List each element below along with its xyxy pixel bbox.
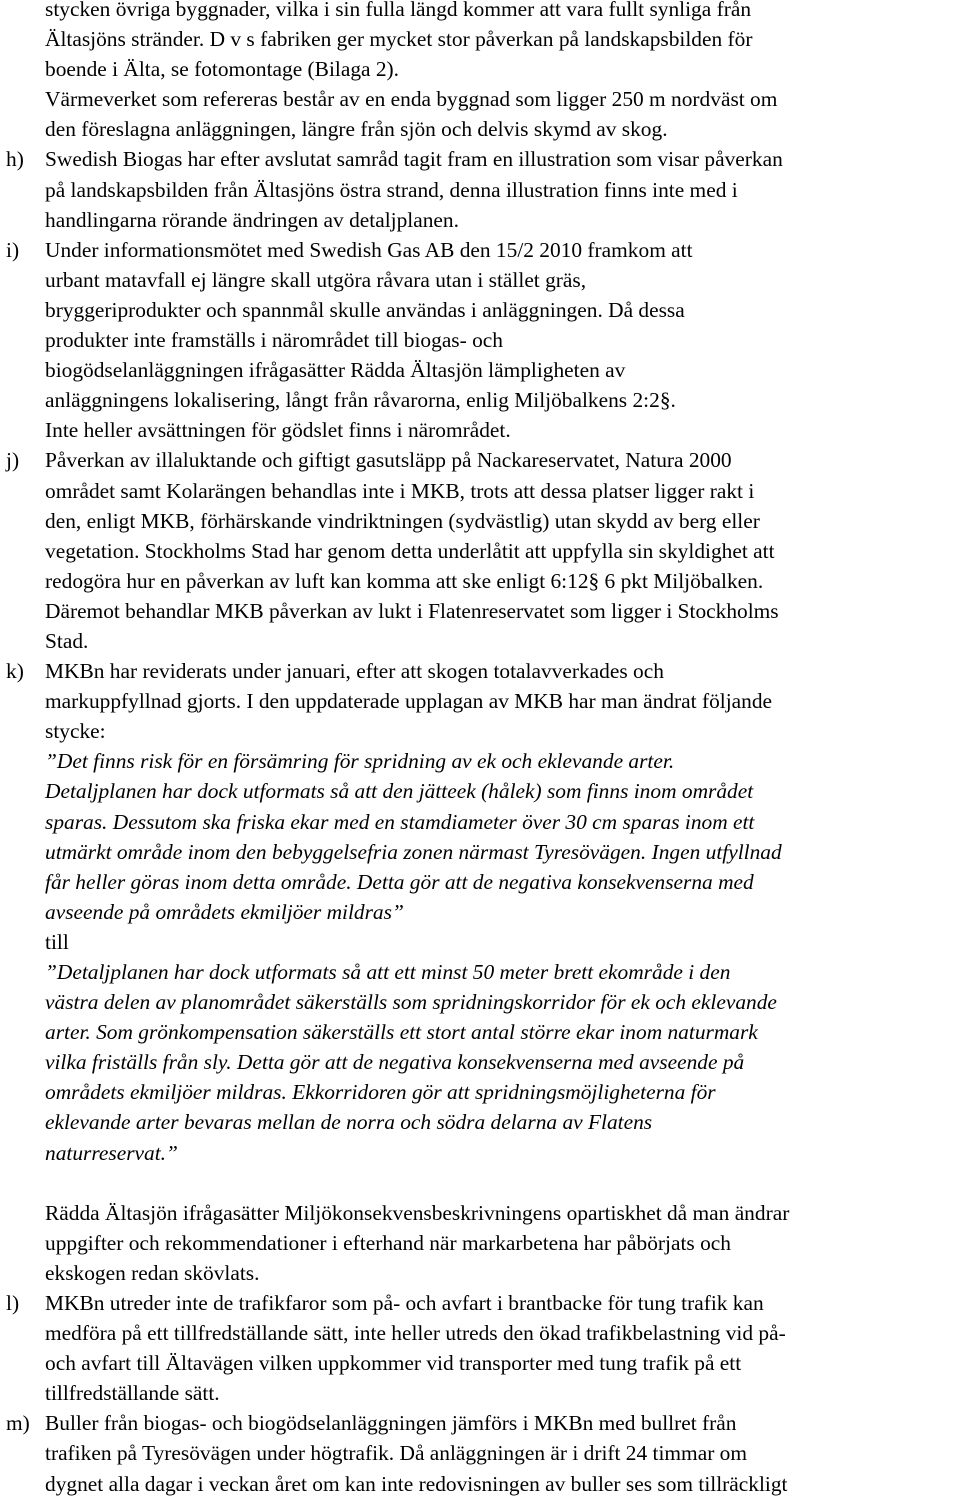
- quote-line: ”Detaljplanen har dock utformats så att ett minst 50 meter brett ekområde i den: [45, 960, 731, 984]
- quote-line: sparas. Dessutom ska friska ekar med en stamdiameter över 30 cm sparas inom ett: [45, 809, 755, 834]
- quote-line: avseende på områdets ekmiljöer mildras”: [45, 899, 404, 924]
- text-line: Däremot behandlar MKB påverkan av lukt i Flatenreservatet som ligger i Stockholms: [45, 598, 779, 623]
- text-line: Buller från biogas- och biogödselanläggningen jämförs i MKBn med bullret från: [45, 1411, 737, 1436]
- paragraph-spacer: [45, 1168, 960, 1198]
- text-line: den föreslagna anläggningen, längre från sjön och delvis skymd av skog.: [45, 117, 668, 142]
- text-line: anläggningens lokalisering, långt från råvarorna, enlig Miljöbalkens 2:2§.: [45, 388, 676, 413]
- text-line: markuppfyllnad gjorts. I den uppdaterade upplagan av MKB har man ändrat följande: [45, 689, 773, 714]
- text-line: redogöra hur en påverkan av luft kan komma att ske enligt 6:12§ 6 pkt Miljöbalken.: [45, 568, 764, 593]
- text-line: Påverkan av illaluktande och giftigt gasutsläpp på Nackareservatet, Natura 2000: [45, 448, 732, 473]
- text-line: Rädda Ältasjön ifrågasätter Miljökonsekvensbeskrivningens opartiskhet då man ändrar: [45, 1200, 790, 1225]
- text-line: tillfredställande sätt.: [45, 1381, 220, 1406]
- text-line: stycken övriga byggnader, vilka i sin fulla längd kommer att vara fullt synliga från: [45, 0, 752, 21]
- text-line: stycke:: [45, 719, 106, 744]
- list-item-l: [0, 1288, 960, 1408]
- text-line: urbant matavfall ej längre skall utgöra råvara utan i stället gräs,: [45, 267, 587, 292]
- list-item-j: [0, 445, 960, 656]
- text-line: trafiken på Tyresövägen under högtrafik. Då anläggningen är i drift 24 timmar om: [45, 1441, 747, 1466]
- text-line: Inte heller avsättningen för gödslet finns i närområdet.: [45, 418, 511, 443]
- list-marker: h): [6, 147, 24, 172]
- list-marker: j): [6, 448, 20, 473]
- text-line: Ältasjöns stränder. D v s fabriken ger mycket stor påverkan på landskapsbilden för: [45, 27, 753, 52]
- continuation-paragraph: [0, 0, 960, 144]
- quote-line: naturreservat.”: [45, 1140, 178, 1165]
- text-line: på landskapsbilden från Ältasjöns östra strand, denna illustration finns inte med i: [45, 177, 738, 202]
- quote-new: [45, 957, 960, 1168]
- list-item-k: [0, 656, 960, 1288]
- text-line: Stad.: [45, 628, 89, 653]
- text-line: ekskogen redan skövlats.: [45, 1260, 260, 1285]
- quote-line: ”Det finns risk för en försämring för spridning av ek och eklevande arter.: [45, 749, 675, 774]
- text-line: bryggeriprodukter och spannmål skulle användas i anläggningen. Då dessa: [45, 297, 685, 322]
- text-line: Värmeverket som refereras består av en enda byggnad som ligger 250 m nordväst om: [45, 87, 778, 112]
- quote-line: utmärkt område inom den bebyggelsefria zonen närmast Tyresövägen. Ingen utfyllnad: [45, 839, 782, 864]
- text-line: vegetation. Stockholms Stad har genom detta underlåtit att uppfylla sin skyldighet att: [45, 538, 775, 563]
- list-item-i: [0, 235, 960, 446]
- quote-line: Detaljplanen har dock utformats så att den jätteek (hålek) som finns inom området: [45, 779, 754, 804]
- text-line: MKBn utreder inte de trafikfaror som på- och avfart i brantbacke för tung trafik kan: [45, 1290, 764, 1315]
- text-line: produkter inte framställs i närområdet till biogas- och: [45, 328, 503, 353]
- list-marker: m): [6, 1411, 30, 1436]
- text-line: området samt Kolarängen behandlas inte i MKB, trots att dessa platser ligger rakt i: [45, 478, 755, 503]
- list-item-m: [0, 1408, 960, 1498]
- text-line: biogödselanläggningen ifrågasätter Rädda Ältasjön lämpligheten av: [45, 358, 626, 383]
- list-marker: k): [6, 659, 24, 684]
- connector-word: till: [45, 929, 69, 954]
- quote-old: [45, 746, 960, 927]
- quote-line: eklevande arter bevaras mellan de norra och södra delarna av Flatens: [45, 1110, 653, 1135]
- list-marker: l): [6, 1290, 20, 1315]
- quote-line: får heller göras inom detta område. Detta gör att de negativa konsekvenserna med: [45, 869, 754, 894]
- text-line: medföra på ett tillfredställande sätt, inte heller utreds den ökad trafikbelastning vid på-: [45, 1321, 786, 1346]
- quote-line: områdets ekmiljöer mildras. Ekkorridoren gör att spridningsmöjligheterna för: [45, 1080, 716, 1105]
- text-line: handlingarna rörande ändringen av detaljplanen.: [45, 207, 459, 232]
- text-line: uppgifter och rekommendationer i efterhand när markarbetena har påbörjats och: [45, 1230, 731, 1255]
- quote-line: vilka friställs från sly. Detta gör att de negativa konsekvenserna med avseende på: [45, 1050, 745, 1075]
- text-line: MKBn har reviderats under januari, efter att skogen totalavverkades och: [45, 659, 664, 684]
- text-line: dygnet alla dagar i veckan året om kan inte redovisningen av buller ses som tillräckligt: [45, 1471, 788, 1496]
- list-item-h: [0, 144, 960, 234]
- text-line: boende i Älta, se fotomontage (Bilaga 2).: [45, 57, 400, 82]
- text-line: och avfart till Ältavägen vilken uppkommer vid transporter med tung trafik på ett: [45, 1351, 742, 1376]
- quote-line: västra delen av planområdet säkerställs som spridningskorridor för ek och eklevande: [45, 990, 777, 1015]
- text-line: Swedish Biogas har efter avslutat samråd tagit fram en illustration som visar påverkan: [45, 147, 783, 172]
- text-line: den, enligt MKB, förhärskande vindriktningen (sydvästlig) utan skydd av berg eller: [45, 508, 760, 533]
- text-line: Under informationsmötet med Swedish Gas AB den 15/2 2010 framkom att: [45, 237, 693, 262]
- list-marker: i): [6, 237, 20, 262]
- quote-line: arter. Som grönkompensation säkerställs ett stort antal större ekar inom naturmark: [45, 1020, 758, 1045]
